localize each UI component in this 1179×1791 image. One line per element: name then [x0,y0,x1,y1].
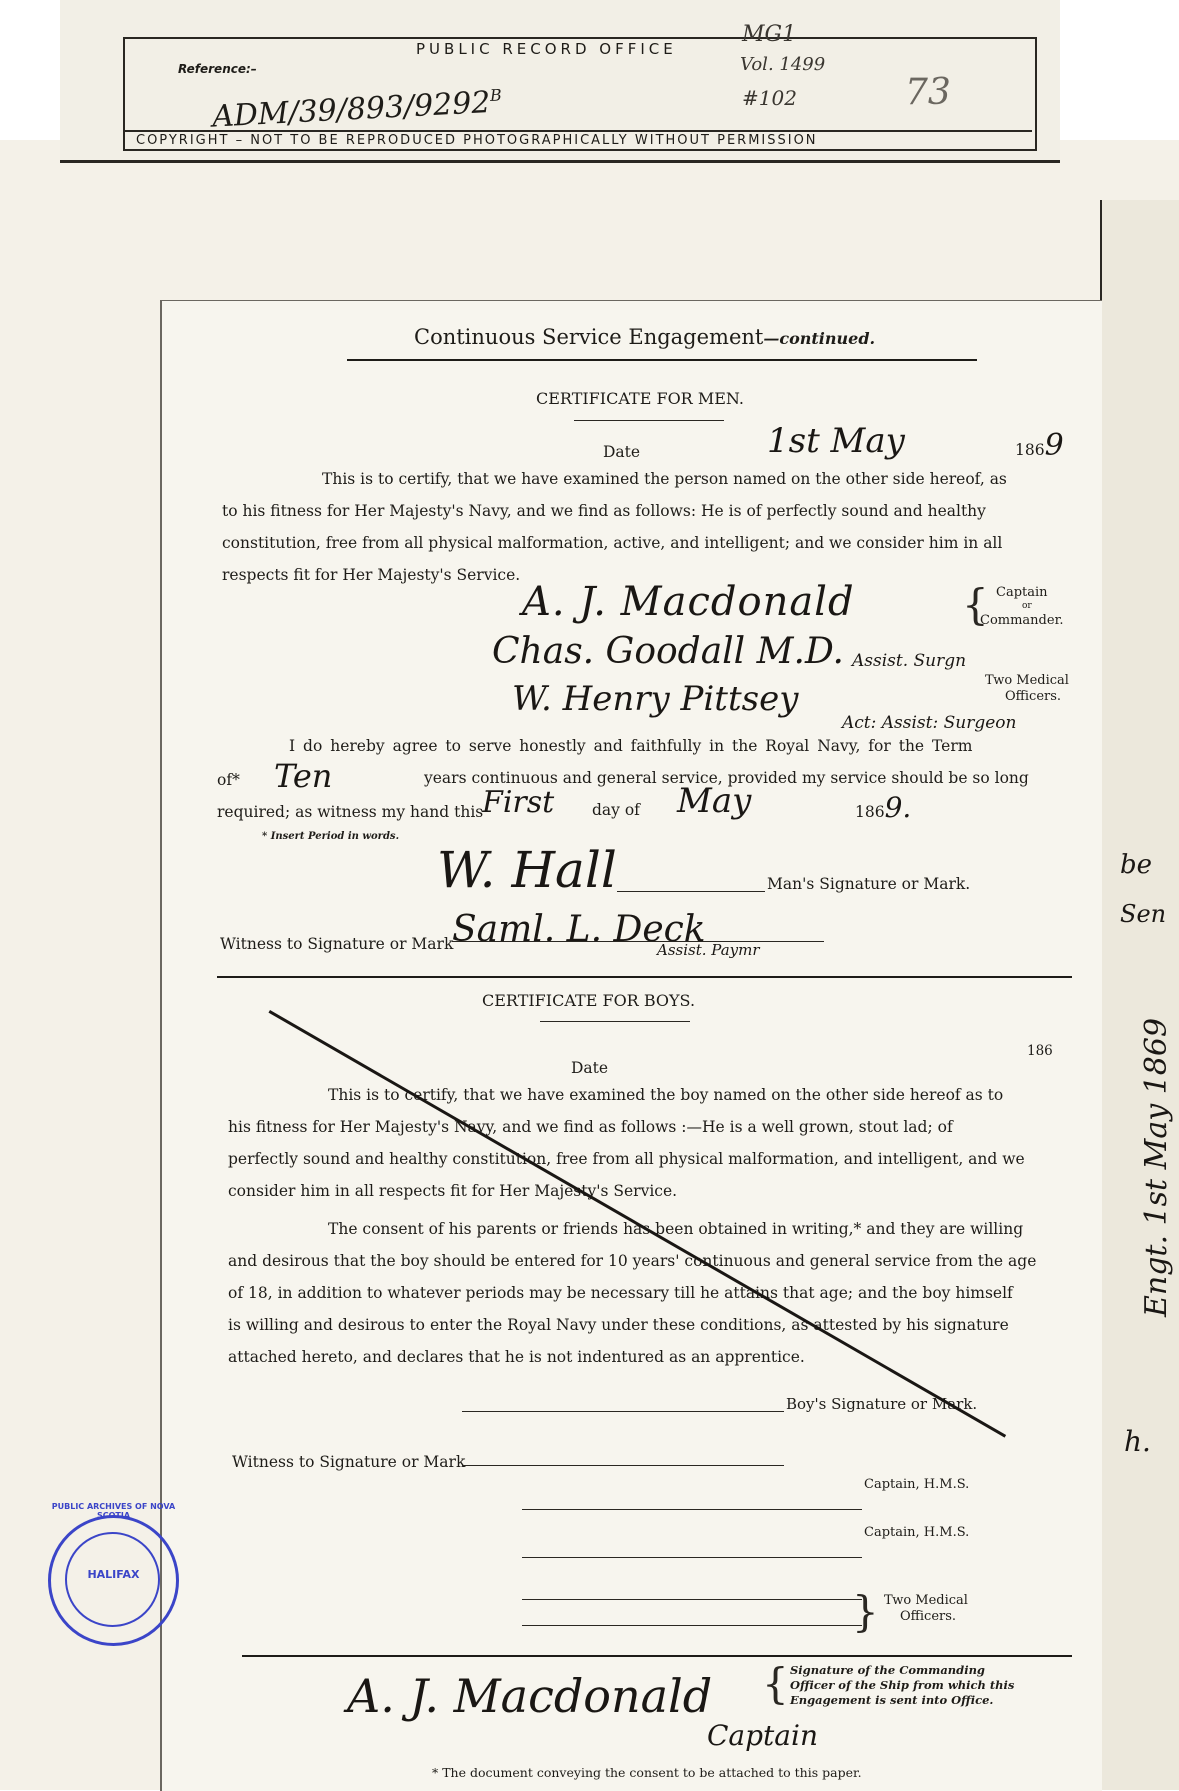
boys-consent-line: The consent of his parents or friends has been obtained in writing,* and they are willing [328,1220,1024,1238]
commanding-label [790,1663,1014,1708]
note-number: #102 [742,86,797,110]
men-certify-text [222,463,1052,591]
archive-stamp-top-text: PUBLIC ARCHIVES OF NOVA SCOTIA [51,1502,176,1520]
heading-rule [347,359,977,361]
boys-certify-line: his fitness for Her Majesty's Navy, and we find as follows :—He is a well grown, stout lad; of [228,1118,953,1136]
boys-witness-label: Witness to Signature or Mark [232,1453,466,1471]
copyright-text: COPYRIGHT – NOT TO BE REPRODUCED PHOTOGRAPHICALLY WITHOUT PERMISSION [136,133,818,148]
men-certify-line: to his fitness for Her Majesty's Navy, and we find as follows: He is of perfectly sound and healthy [222,502,986,520]
boys-medical-label-1: Two Medical [884,1593,968,1608]
man-signature-line [617,891,765,892]
commanding-label-line: Officer of the Ship from which this [790,1678,1015,1692]
year-2 [855,791,911,824]
agree-line-1: I do hereby agree to serve honestly and faithfully in the Royal Navy, for the Term [289,737,973,755]
boys-certify-text [228,1079,1058,1207]
note-volume: Vol. 1499 [740,54,826,75]
day-of-text: day of [592,801,640,819]
witness-title: Assist. Paymr [657,941,760,959]
reference-label: Reference:– [178,62,257,76]
public-record-office-title: PUBLIC RECORD OFFICE [416,40,677,58]
captain-label: Captain [996,585,1048,600]
heading-main: Continuous Service Engagement [414,325,764,349]
captain-signature: A. J. Macdonald [522,579,855,625]
men-witness-label: Witness to Signature or Mark [220,935,454,953]
boys-consent-line: attached hereto, and declares that he is not indentured as an apprentice. [228,1348,805,1366]
captain-brace: { [962,580,989,629]
medical-signature-2: W. Henry Pittsey [512,679,799,719]
reference-number: ADM/39/893/9292 [211,85,492,135]
boys-witness-line [462,1465,784,1466]
men-witness-line [452,941,824,942]
form-heading [414,325,875,349]
boys-consent-line: and desirous that the boy should be entered for 10 years' continuous and general service from the age [228,1252,1037,1270]
commanding-label-line: Engagement is sent into Office. [790,1693,994,1707]
insert-period-note: * Insert Period in words. [262,831,400,842]
boys-certify-line: This is to certify, that we have examined the boy named on the other side hereof as to [328,1086,1004,1104]
medical-signature-1-title: Assist. Surgn [852,651,967,671]
boys-certify-line: consider him in all respects fit for Her Majesty's Service. [228,1182,678,1200]
agree-line-2: years continuous and general service, provided my service should be so long [424,769,1029,787]
boy-signature-line [462,1411,784,1412]
boys-title-rule [540,1021,690,1022]
men-date-label: Date [603,443,641,461]
commanding-brace: { [762,1659,789,1708]
year-2-prefix: 186 [855,803,885,821]
margin-note-be: be [1120,850,1153,880]
required-text: required; as witness my hand this [217,803,484,821]
archive-stamp-center-text: HALIFAX [87,1568,140,1581]
men-certificate-title: CERTIFICATE FOR MEN. [536,389,744,408]
day-value: First [482,785,555,820]
captain-or: or [1022,601,1032,611]
engagement-form [160,300,1102,1791]
medical-label-1: Two Medical [985,673,1069,688]
men-year [1015,428,1064,463]
boys-year-prefix: 186 [1027,1043,1053,1059]
side-sheet [1100,200,1179,1790]
captain-hms-line-1 [522,1509,862,1510]
boys-consent-text [228,1213,1058,1373]
agree-of: of* [217,771,240,789]
captain-hms-line-2 [522,1557,862,1558]
section-divider [217,976,1072,978]
medical-signature-1: Chas. Goodall M.D. [492,631,844,672]
men-title-rule [574,420,724,421]
boys-certificate-title: CERTIFICATE FOR BOYS. [482,991,696,1010]
witness-signature: Saml. L. Deck [452,909,706,950]
term-value: Ten [274,757,333,795]
note-page: 73 [905,72,951,113]
archive-stamp [48,1502,179,1646]
captain-hms-1: Captain, H.M.S. [864,1477,970,1492]
year-2-digit: 9. [884,791,912,824]
man-signature-label: Man's Signature or Mark. [767,875,971,893]
commanding-title: Captain [707,1719,818,1752]
boy-signature-label: Boy's Signature or Mark. [786,1395,978,1413]
margin-note-sen: Sen [1120,900,1167,928]
boys-date-label: Date [571,1059,609,1077]
boys-medical-line-2 [522,1625,862,1626]
commanding-label-line: Signature of the Commanding [790,1663,985,1677]
reference-suffix: B [489,85,503,106]
men-certify-line: constitution, free from all physical malformation, active, and intelligent; and we consider him in all [222,534,1003,552]
copyright-notice [124,130,1032,150]
boys-certify-line: perfectly sound and healthy constitution, free from all physical malformation, and intelligent, and we [228,1150,1025,1168]
medical-label-2: Officers. [1005,689,1062,704]
captain-hms-2: Captain, H.M.S. [864,1525,970,1540]
heading-continued: —continued. [763,329,876,348]
medical-signature-2-title: Act: Assist: Surgeon [842,713,1017,733]
men-date-value: 1st May [767,421,905,461]
boys-medical-brace: } [852,1587,879,1636]
note-folio: MG1 [742,22,797,47]
margin-note-h: h. [1124,1425,1151,1458]
boys-consent-line: of 18, in addition to whatever periods may be necessary till he attains that age; and the boy himself [228,1284,1013,1302]
commanding-rule [242,1655,1072,1657]
month-value: May [677,781,752,821]
boys-medical-label-2: Officers. [900,1609,957,1624]
commander-label: Commander. [980,613,1064,628]
men-year-prefix: 186 [1015,441,1045,459]
men-year-digit: 9 [1044,428,1064,463]
men-certify-line: This is to certify, that we have examined the person named on the other side hereof, as [322,470,1007,488]
boys-consent-line: is willing and desirous to enter the Royal Navy under these conditions, as attested by his signature [228,1316,1009,1334]
boys-medical-line-1 [522,1599,862,1600]
margin-note-vertical: Engt. 1st May 1869 [1139,1017,1175,1318]
footnote: * The document conveying the consent to be attached to this paper. [432,1765,862,1780]
commanding-signature: A. J. Macdonald [347,1669,713,1723]
man-signature: W. Hall [437,841,617,899]
men-certify-line: respects fit for Her Majesty's Service. [222,566,521,584]
